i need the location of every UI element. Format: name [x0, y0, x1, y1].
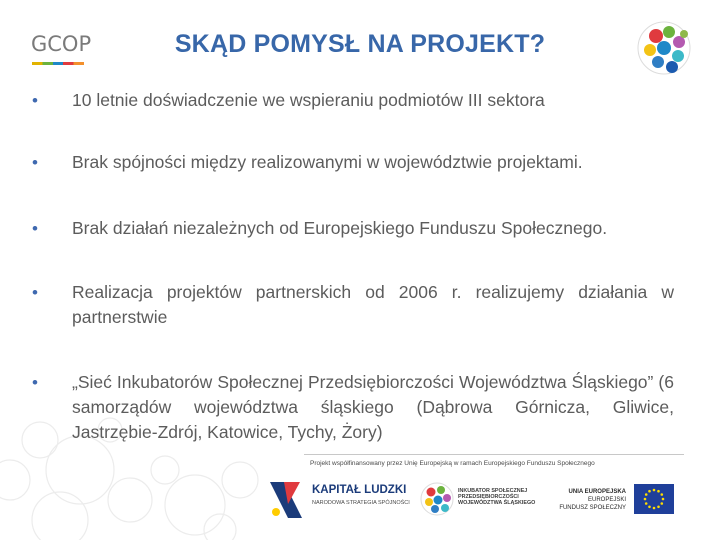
bullet-item — [32, 88, 545, 113]
bullet-item — [32, 150, 583, 175]
kapital-ludzki-icon — [266, 478, 306, 522]
incubator-text — [458, 488, 535, 507]
kapital-ludzki-logo — [266, 476, 416, 524]
gcop-logo — [24, 18, 94, 70]
kapital-ludzki-title: KAPITAŁ LUDZKI — [312, 484, 407, 496]
bullet-dot: • — [32, 91, 38, 110]
gcop-logo-text: GCOP — [31, 32, 92, 56]
incubator-dots-icon — [420, 482, 454, 516]
bullet-text: Brak spójności między realizowanymi w województwie projektami. — [72, 152, 583, 172]
eu-text — [554, 488, 626, 512]
colorful-dots-logo-icon — [636, 20, 692, 76]
bullet-text: „Sieć Inkubatorów Społecznej Przedsiębiorczości Województwa Śląskiego” (6 samorządów województwa śląskiego (Dąbrowa Górnicza, Gliwice, Jastrzębie-Zdrój, Katowice, Tychy, Żory) — [72, 372, 674, 442]
bullet-item — [32, 370, 674, 445]
funding-footer — [258, 446, 686, 540]
eu-line: EUROPEJSKI — [587, 497, 626, 503]
eu-logo — [554, 476, 686, 524]
bullet-text: Realizacja projektów partnerskich od 2006 r. realizujemy działania w partnerstwie — [72, 282, 674, 327]
incubator-line: INKUBATOR SPOŁECZNEJ — [458, 488, 528, 494]
gcop-logo-stripe — [32, 62, 84, 65]
bullet-item — [32, 216, 607, 241]
bullet-dot: • — [32, 153, 38, 172]
eu-flag-icon — [634, 484, 674, 514]
funding-note: Projekt współfinansowany przez Unię Europejską w ramach Europejskiego Funduszu Społecznego — [310, 460, 595, 467]
incubator-logo — [418, 476, 553, 524]
footer-divider — [304, 454, 684, 455]
bullet-dot: • — [32, 219, 38, 238]
kapital-ludzki-subtitle: NARODOWA STRATEGIA SPÓJNOŚCI — [312, 500, 410, 506]
eu-line: UNIA EUROPEJSKA — [568, 489, 626, 495]
eu-line: FUNDUSZ SPOŁECZNY — [559, 505, 626, 511]
bullet-dot: • — [32, 283, 38, 302]
bullet-text: 10 letnie doświadczenie we wspieraniu podmiotów III sektora — [72, 90, 545, 110]
page-title: SKĄD POMYSŁ NA PROJEKT? — [174, 30, 546, 58]
incubator-line: WOJEWÓDZTWA ŚLĄSKIEGO — [458, 500, 536, 507]
bullet-item — [32, 280, 674, 330]
incubator-line: PRZEDSIĘBIORCZOŚCI — [458, 494, 519, 501]
eu-stars-icon — [634, 484, 674, 514]
bullet-text: Brak działań niezależnych od Europejskiego Funduszu Społecznego. — [72, 218, 608, 238]
bullet-dot: • — [32, 373, 38, 392]
